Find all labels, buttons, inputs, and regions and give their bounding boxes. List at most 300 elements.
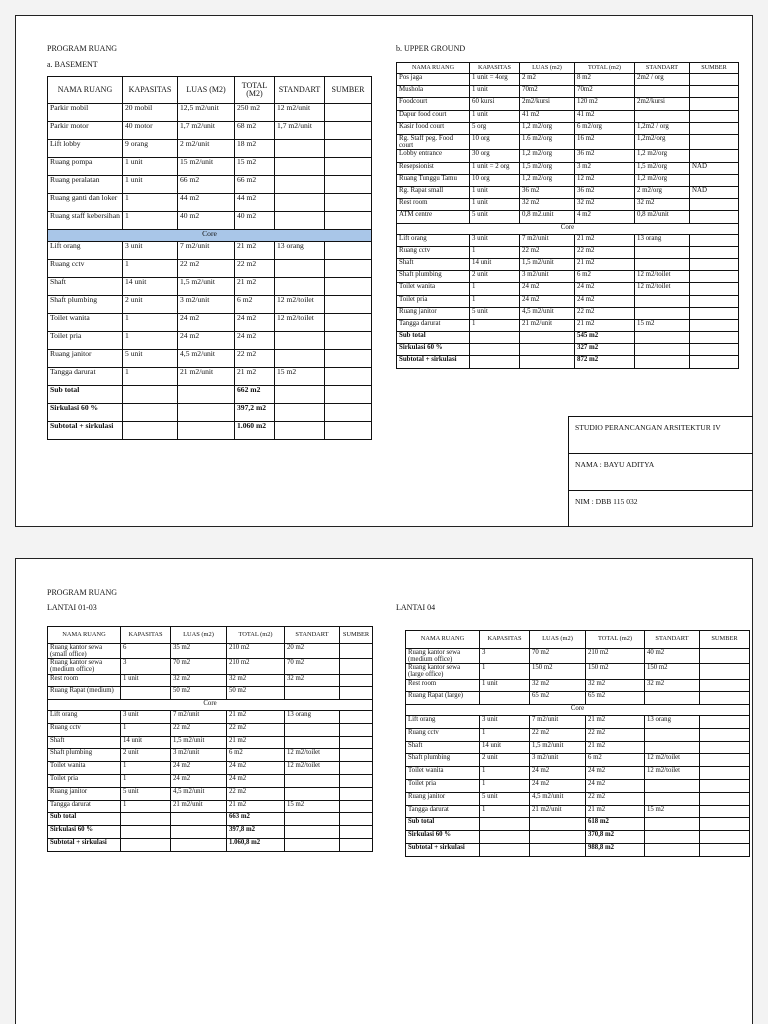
- table-cell: 24 m2: [575, 283, 635, 295]
- table-cell: 2 unit: [123, 296, 178, 314]
- table-cell: 21 m2: [586, 805, 645, 818]
- table-cell: 22 m2: [586, 728, 645, 741]
- table-cell: 1 unit: [470, 187, 520, 199]
- core-section-row: [406, 705, 750, 716]
- table-cell: [690, 307, 739, 319]
- table-cell: 1,5 m2/unit: [171, 736, 227, 749]
- table-cell: 5 unit: [123, 350, 178, 368]
- table-cell: 2 unit: [121, 749, 171, 762]
- table-cell: [690, 258, 739, 270]
- table-row: [397, 307, 739, 319]
- table-cell: [690, 319, 739, 331]
- table-cell: 5 unit: [121, 787, 171, 800]
- table-row: [397, 319, 739, 331]
- table-cell: [275, 422, 325, 440]
- table-cell: [690, 122, 739, 134]
- table-cell: 545 m2: [575, 332, 635, 344]
- table-cell: Tangga darurat: [406, 805, 480, 818]
- table-cell: KAPASITAS: [470, 63, 520, 74]
- table-cell: [700, 741, 750, 754]
- table-cell: Resepsionist: [397, 162, 470, 174]
- studio-course: STUDIO PERANCANGAN ARSITEKTUR IV: [569, 417, 753, 454]
- table-cell: [480, 831, 530, 844]
- table-total-row: [48, 404, 372, 422]
- table-cell: 1,5 m2/unit: [520, 258, 575, 270]
- table-cell: [645, 831, 700, 844]
- table-cell: [325, 158, 372, 176]
- page-title-2: PROGRAM RUANG: [47, 588, 118, 597]
- table-cell: [690, 199, 739, 211]
- table-cell: 4,5 m2/unit: [178, 350, 235, 368]
- table-cell: [275, 332, 325, 350]
- table-cell: [645, 844, 700, 857]
- table-cell: [470, 332, 520, 344]
- table-row: [48, 723, 373, 736]
- table-cell: 3 unit: [121, 711, 171, 724]
- table-cell: Ruang cctv: [48, 723, 121, 736]
- studio-title-block: [568, 416, 753, 527]
- table-cell: 2 unit: [470, 271, 520, 283]
- table-row: [406, 767, 750, 780]
- table-cell: 21 m2: [235, 368, 275, 386]
- table-cell: Ruang cctv: [397, 246, 470, 258]
- table-cell: 7 m2/unit: [520, 234, 575, 246]
- table-total-row: [48, 826, 373, 839]
- table-cell: [690, 74, 739, 86]
- table-cell: Pos jaga: [397, 74, 470, 86]
- table-header-row: [48, 77, 372, 104]
- table-cell: Ruang pompa: [48, 158, 123, 176]
- table-cell: 1: [121, 762, 171, 775]
- table-cell: 21 m2: [235, 278, 275, 296]
- table-cell: 32 m2: [586, 679, 645, 692]
- lantai-01-03-heading: LANTAI 01-03: [47, 603, 97, 612]
- table-cell: 12 m2/unit: [275, 104, 325, 122]
- table-cell: Shaft: [48, 736, 121, 749]
- lantai-01-03-table: [47, 626, 373, 852]
- table-cell: Sirkulasi 60 %: [406, 831, 480, 844]
- table-cell: 7 m2/unit: [171, 711, 227, 724]
- table-row: [48, 749, 373, 762]
- table-cell: [275, 158, 325, 176]
- table-cell: Subtotal + sirkulasi: [48, 422, 123, 440]
- table-row: [397, 98, 739, 110]
- table-row: [48, 736, 373, 749]
- table-cell: [275, 260, 325, 278]
- table-cell: 22 m2: [227, 723, 285, 736]
- table-cell: 21 m2: [586, 741, 645, 754]
- table-cell: [285, 736, 340, 749]
- table-cell: [700, 692, 750, 705]
- table-cell: Lift lobby: [48, 140, 123, 158]
- table-row: [397, 258, 739, 270]
- table-cell: [325, 278, 372, 296]
- table-cell: LUAS (m2): [171, 627, 227, 644]
- table-cell: Tangga darurat: [48, 800, 121, 813]
- table-cell: TOTAL (m2): [586, 631, 645, 649]
- table-row: [48, 122, 372, 140]
- table-cell: 24 m2: [520, 283, 575, 295]
- table-cell: 1: [470, 319, 520, 331]
- table-cell: [275, 140, 325, 158]
- table-cell: 1.6 m2/org: [520, 134, 575, 150]
- table-cell: [123, 386, 178, 404]
- table-cell: [690, 332, 739, 344]
- table-cell: 32 m2: [171, 674, 227, 687]
- table-cell: [340, 644, 373, 659]
- table-cell: 1: [123, 212, 178, 230]
- table-cell: [285, 723, 340, 736]
- table-cell: Sub total: [48, 813, 121, 826]
- table-cell: 3 m2/unit: [530, 754, 586, 767]
- table-cell: 7 m2/unit: [178, 242, 235, 260]
- table-cell: 3: [121, 659, 171, 674]
- table-cell: [520, 344, 575, 356]
- table-cell: Ruang janitor: [48, 787, 121, 800]
- table-total-row: [406, 844, 750, 857]
- table-total-row: [48, 386, 372, 404]
- table-cell: [340, 839, 373, 852]
- table-row: [406, 716, 750, 729]
- table-cell: 22 m2: [235, 350, 275, 368]
- table-cell: [690, 271, 739, 283]
- upper-ground-heading: b. UPPER GROUND: [396, 44, 466, 53]
- table-cell: 872 m2: [575, 356, 635, 368]
- table-cell: 3 m2: [575, 162, 635, 174]
- table-cell: 24 m2: [530, 767, 586, 780]
- table-cell: [325, 212, 372, 230]
- table-row: [406, 664, 750, 679]
- table-cell: 32 m2: [645, 679, 700, 692]
- table-cell: [690, 174, 739, 186]
- table-cell: [690, 98, 739, 110]
- table-cell: 15 m2: [645, 805, 700, 818]
- core-label: Core: [406, 705, 750, 716]
- table-cell: [275, 386, 325, 404]
- table-row: [397, 211, 739, 223]
- table-cell: 2m2 / org: [635, 74, 690, 86]
- table-cell: [171, 813, 227, 826]
- table-cell: STANDART: [275, 77, 325, 104]
- table-cell: 22 m2: [586, 792, 645, 805]
- table-cell: [171, 826, 227, 839]
- table-cell: Shaft plumbing: [397, 271, 470, 283]
- table-cell: Sirkulasi 60 %: [397, 344, 470, 356]
- table-cell: 2m2/kursi: [635, 98, 690, 110]
- table-cell: 1: [470, 246, 520, 258]
- table-cell: LUAS (m2): [530, 631, 586, 649]
- table-cell: Subtotal + sirkulasi: [48, 839, 121, 852]
- table-cell: [690, 150, 739, 162]
- table-cell: Ruang peralatan: [48, 176, 123, 194]
- table-cell: 1 unit: [480, 679, 530, 692]
- lantai-04-table: [405, 630, 750, 857]
- table-cell: [340, 659, 373, 674]
- table-cell: 21 m2/unit: [530, 805, 586, 818]
- table-cell: 24 m2: [178, 314, 235, 332]
- table-cell: Subtotal + sirkulasi: [406, 844, 480, 857]
- table-cell: [285, 787, 340, 800]
- table-cell: [635, 295, 690, 307]
- table-row: [397, 199, 739, 211]
- table-cell: 14 unit: [480, 741, 530, 754]
- table-cell: 24 m2: [227, 775, 285, 788]
- table-cell: NAD: [690, 187, 739, 199]
- table-cell: 12 m2: [575, 174, 635, 186]
- table-cell: [275, 194, 325, 212]
- table-header-row: [397, 63, 739, 74]
- table-cell: Shaft: [397, 258, 470, 270]
- table-row: [406, 792, 750, 805]
- table-cell: 150 m2: [645, 664, 700, 679]
- table-cell: 50 m2: [227, 687, 285, 700]
- table-cell: [178, 422, 235, 440]
- table-total-row: [48, 422, 372, 440]
- table-cell: 22 m2: [227, 787, 285, 800]
- table-cell: Ruang Rapat (medium): [48, 687, 121, 700]
- table-cell: 12 m2/toilet: [285, 762, 340, 775]
- table-cell: 21 m2: [227, 736, 285, 749]
- table-cell: 21 m2: [227, 711, 285, 724]
- table-cell: 24 m2: [235, 314, 275, 332]
- table-cell: Rest room: [48, 674, 121, 687]
- table-cell: [700, 754, 750, 767]
- table-cell: ATM centre: [397, 211, 470, 223]
- table-cell: Ruang staff kebersihan: [48, 212, 123, 230]
- table-cell: 1.060 m2: [235, 422, 275, 440]
- table-cell: 14 unit: [121, 736, 171, 749]
- table-cell: 24 m2: [520, 295, 575, 307]
- table-cell: 1: [123, 260, 178, 278]
- table-cell: [520, 356, 575, 368]
- table-cell: 22 m2: [520, 246, 575, 258]
- table-cell: [171, 839, 227, 852]
- table-cell: TOTAL (m2): [575, 63, 635, 74]
- table-cell: 2 m2/org: [635, 187, 690, 199]
- table-cell: [325, 260, 372, 278]
- table-cell: [325, 140, 372, 158]
- table-cell: 120 m2: [575, 98, 635, 110]
- table-cell: Shaft plumbing: [48, 296, 123, 314]
- basement-heading: a. BASEMENT: [47, 60, 98, 69]
- table-total-row: [397, 332, 739, 344]
- table-cell: 41 m2: [575, 110, 635, 122]
- table-cell: 1: [121, 723, 171, 736]
- table-cell: [325, 176, 372, 194]
- table-cell: [275, 350, 325, 368]
- table-cell: [340, 711, 373, 724]
- table-cell: Kasir food court: [397, 122, 470, 134]
- table-row: [397, 86, 739, 98]
- table-cell: 1 unit: [121, 674, 171, 687]
- table-cell: [700, 805, 750, 818]
- table-cell: TOTAL (M2): [235, 77, 275, 104]
- table-cell: [275, 176, 325, 194]
- table-cell: 32 m2: [520, 199, 575, 211]
- table-row: [397, 295, 739, 307]
- table-cell: [275, 404, 325, 422]
- table-header-row: [406, 631, 750, 649]
- table-cell: 32 m2: [227, 674, 285, 687]
- table-cell: [700, 664, 750, 679]
- table-total-row: [406, 831, 750, 844]
- table-cell: 6 m2/org: [575, 122, 635, 134]
- table-cell: [690, 344, 739, 356]
- table-cell: 24 m2: [575, 295, 635, 307]
- table-cell: NAMA RUANG: [406, 631, 480, 649]
- table-cell: [530, 844, 586, 857]
- table-cell: 5 unit: [470, 307, 520, 319]
- table-cell: 210 m2: [227, 659, 285, 674]
- table-cell: [325, 386, 372, 404]
- table-row: [397, 271, 739, 283]
- table-row: [48, 176, 372, 194]
- table-cell: 1,5 m2/org: [635, 162, 690, 174]
- table-cell: 12,5 m2/unit: [178, 104, 235, 122]
- table-cell: [690, 234, 739, 246]
- table-cell: 1: [470, 283, 520, 295]
- table-row: [48, 242, 372, 260]
- table-cell: 1,2 m2/org: [635, 150, 690, 162]
- table-row: [48, 194, 372, 212]
- table-header-row: [48, 627, 373, 644]
- table-cell: 15 m2: [275, 368, 325, 386]
- table-cell: 24 m2: [586, 780, 645, 793]
- table-cell: 70m2: [575, 86, 635, 98]
- table-cell: 3 unit: [123, 242, 178, 260]
- table-cell: 44 m2: [178, 194, 235, 212]
- table-cell: STANDART: [645, 631, 700, 649]
- table-cell: 40 m2: [178, 212, 235, 230]
- table-cell: 21 m2/unit: [178, 368, 235, 386]
- core-label: Core: [397, 223, 739, 234]
- table-row: [397, 174, 739, 186]
- table-cell: [340, 736, 373, 749]
- table-cell: [340, 762, 373, 775]
- table-cell: 24 m2: [178, 332, 235, 350]
- table-cell: 3 m2/unit: [520, 271, 575, 283]
- table-cell: [285, 839, 340, 852]
- table-cell: Ruang kantor sewa (small office): [48, 644, 121, 659]
- table-cell: [700, 792, 750, 805]
- table-cell: 1 unit: [470, 199, 520, 211]
- table-cell: 24 m2: [586, 767, 645, 780]
- table-row: [397, 110, 739, 122]
- table-cell: 150 m2: [530, 664, 586, 679]
- table-row: [48, 332, 372, 350]
- table-cell: 13 orang: [275, 242, 325, 260]
- table-cell: 1,2m2 / org: [635, 122, 690, 134]
- table-cell: Ruang Tunggu Tamu: [397, 174, 470, 186]
- table-cell: 1: [123, 194, 178, 212]
- table-cell: NAD: [690, 162, 739, 174]
- table-row: [397, 150, 739, 162]
- table-cell: 397,2 m2: [235, 404, 275, 422]
- table-cell: Toilet pria: [48, 775, 121, 788]
- table-cell: Ruang cctv: [406, 728, 480, 741]
- table-cell: 41 m2: [520, 110, 575, 122]
- table-cell: [645, 780, 700, 793]
- table-cell: 21 m2: [575, 234, 635, 246]
- table-cell: 70 m2: [171, 659, 227, 674]
- table-cell: 65 m2: [586, 692, 645, 705]
- table-cell: Ruang kantor sewa (medium office): [48, 659, 121, 674]
- table-cell: 12 m2/toilet: [645, 767, 700, 780]
- table-cell: 988,8 m2: [586, 844, 645, 857]
- table-cell: [285, 775, 340, 788]
- table-cell: 1,2 m2/org: [520, 150, 575, 162]
- table-cell: 70m2: [520, 86, 575, 98]
- table-cell: [700, 831, 750, 844]
- table-cell: 1: [480, 728, 530, 741]
- table-cell: [635, 356, 690, 368]
- table-total-row: [48, 839, 373, 852]
- table-cell: [121, 813, 171, 826]
- table-cell: 21 m2: [575, 319, 635, 331]
- table-cell: 618 m2: [586, 818, 645, 831]
- table-cell: 36 m2: [575, 150, 635, 162]
- table-row: [48, 711, 373, 724]
- table-cell: 35 m2: [171, 644, 227, 659]
- table-cell: Lift orang: [48, 242, 123, 260]
- table-cell: Subtotal + sirkulasi: [397, 356, 470, 368]
- table-cell: 20 m2: [285, 644, 340, 659]
- table-cell: 3 unit: [470, 234, 520, 246]
- table-cell: Sirkulasi 60 %: [48, 826, 121, 839]
- table-cell: 65 m2: [530, 692, 586, 705]
- table-cell: 1.060,8 m2: [227, 839, 285, 852]
- table-cell: 9 orang: [123, 140, 178, 158]
- table-cell: [340, 674, 373, 687]
- table-cell: Toilet wanita: [48, 314, 123, 332]
- table-cell: STANDART: [635, 63, 690, 74]
- table-cell: Sub total: [48, 386, 123, 404]
- table-cell: Sirkulasi 60 %: [48, 404, 123, 422]
- table-cell: 12 m2/toilet: [645, 754, 700, 767]
- table-cell: 32 m2: [575, 199, 635, 211]
- table-cell: Lift orang: [397, 234, 470, 246]
- table-cell: NAMA RUANG: [48, 77, 123, 104]
- table-cell: Ruang ganti dan loker: [48, 194, 123, 212]
- table-total-row: [48, 813, 373, 826]
- table-cell: 10 org: [470, 174, 520, 186]
- table-cell: Toilet pria: [406, 780, 480, 793]
- table-row: [397, 122, 739, 134]
- table-cell: 1,7 m2/unit: [275, 122, 325, 140]
- table-cell: 70 m2: [530, 649, 586, 664]
- table-cell: [480, 844, 530, 857]
- table-cell: [700, 780, 750, 793]
- table-cell: [470, 356, 520, 368]
- table-row: [406, 741, 750, 754]
- table-cell: [325, 242, 372, 260]
- table-cell: 1 unit: [470, 86, 520, 98]
- table-cell: [470, 344, 520, 356]
- table-cell: Foodcourt: [397, 98, 470, 110]
- table-cell: 22 m2: [575, 246, 635, 258]
- table-row: [397, 134, 739, 150]
- table-cell: 2 unit: [480, 754, 530, 767]
- table-cell: 1: [121, 800, 171, 813]
- table-row: [48, 368, 372, 386]
- table-row: [397, 187, 739, 199]
- table-cell: 1: [480, 664, 530, 679]
- table-cell: [340, 826, 373, 839]
- table-cell: KAPASITAS: [123, 77, 178, 104]
- table-cell: [285, 826, 340, 839]
- table-cell: 7 m2/unit: [530, 716, 586, 729]
- table-cell: 1,2m2/org: [635, 134, 690, 150]
